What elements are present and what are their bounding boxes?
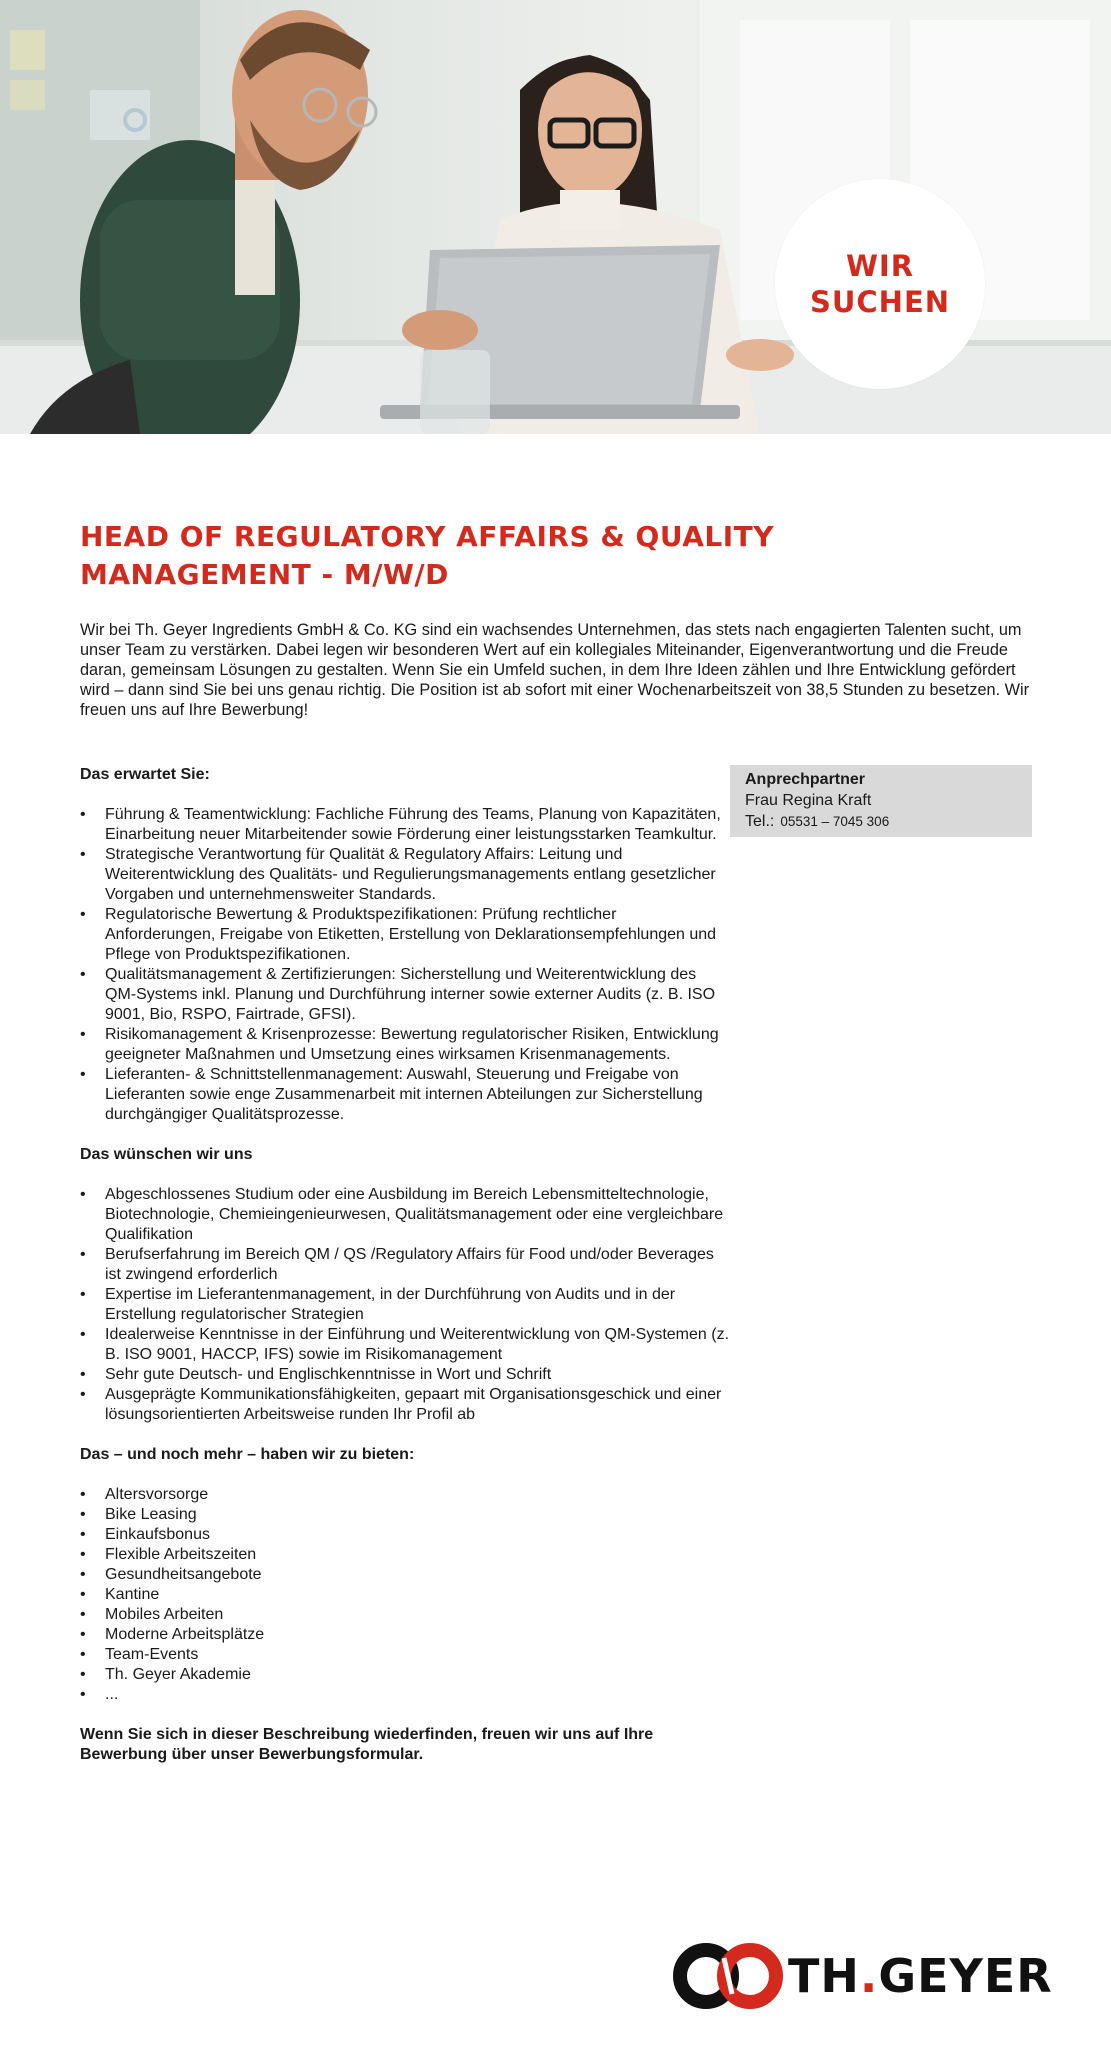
hero-photo [0, 0, 1111, 434]
list-item: • Führung & Teamentwicklung: Fachliche Führung des Teams, Planung von Kapazitäten, Einarbeitung neuer Mitarbeitender sowie Förderung einer leistungsstarken Teamkultur. [80, 805, 730, 845]
list-item: • Sehr gute Deutsch- und Englischkenntnisse in Wort und Schrift [80, 1365, 730, 1385]
contact-name: Frau Regina Kraft [745, 792, 872, 809]
logo-wordmark [788, 1948, 1053, 2004]
logo-text-th: TH [788, 1949, 860, 2003]
list-item: • Expertise im Lieferantenmanagement, in der Durchführung von Audits und in der Erstellung regulatorischer Strategien [80, 1285, 730, 1325]
th-geyer-logo [668, 1940, 1053, 2012]
list-item: • Strategische Verantwortung für Qualität & Regulatory Affairs: Leitung und Weiterentwicklung des Qualitäts- und Regulierungsmanagements entlang gesetzlicher Vorgaben und unternehmensweiter Standards. [80, 845, 730, 905]
list-item: • Abgeschlossenes Studium oder eine Ausbildung im Bereich Lebensmitteltechnologie, Biotechnologie, Chemieingenieurwesen, Qualitätsmanagement oder eine vergleichbare Qualifikation [80, 1185, 730, 1245]
contact-phone[interactable]: 05531 – 7045 306 [780, 814, 890, 829]
list-item: • Gesundheitsangebote [80, 1565, 730, 1585]
tasks-list [80, 805, 730, 1125]
section-heading-requirements: Das wünschen wir uns [80, 1146, 253, 1163]
benefits-list [80, 1485, 730, 1705]
list-item: • Team-Events [80, 1645, 730, 1665]
job-details [80, 765, 730, 1765]
contact-phone-label: Tel.: [745, 813, 775, 830]
list-item: • Mobiles Arbeiten [80, 1605, 730, 1625]
contact-box [730, 765, 1032, 837]
contact-phone-row [745, 811, 1017, 832]
list-item: • Flexible Arbeitszeiten [80, 1545, 730, 1565]
list-item: • Kantine [80, 1585, 730, 1605]
wir-suchen-badge [775, 179, 985, 389]
list-item: • Qualitätsmanagement & Zertifizierungen: Sicherstellung und Weiterentwicklung des QM-Systems inkl. Planung und Durchführung interner sowie externer Audits (z. B. ISO 9001, Bio, RSPO, Fairtrade, GFSI). [80, 965, 730, 1025]
list-item: • Idealerweise Kenntnisse in der Einführung und Weiterentwicklung von QM-Systemen (z. B. ISO 9001, HACCP, IFS) sowie im Risikomanagement [80, 1325, 730, 1365]
list-item: • Bike Leasing [80, 1505, 730, 1525]
badge-text: WIR SUCHEN [809, 249, 951, 319]
list-item: • Regulatorische Bewertung & Produktspezifikationen: Prüfung rechtlicher Anforderungen, Freigabe von Etiketten, Erstellung von Deklarationsempfehlungen und Pflege von Produktspezifikationen. [80, 905, 730, 965]
list-item: • Th. Geyer Akademie [80, 1665, 730, 1685]
requirements-list [80, 1185, 730, 1425]
list-item: • ... [80, 1685, 730, 1705]
logo-dot: . [859, 1949, 879, 2003]
list-item: • Einkaufsbonus [80, 1525, 730, 1545]
list-item: • Altersvorsorge [80, 1485, 730, 1505]
intro-paragraph: Wir bei Th. Geyer Ingredients GmbH & Co. KG sind ein wachsendes Unternehmen, das stets nach engagierten Talenten sucht, um unser Team zu verstärken. Dabei legen wir besonderen Wert auf ein kollegiales Miteinander, Eigenverantwortung und die Freude daran, gemeinsam Lösungen zu gestalten. Wenn Sie ein Umfeld suchen, in dem Ihre Ideen zählen und Ihre Entwicklung gefördert wird – dann sind Sie bei uns genau richtig. Die Position ist ab sofort mit einer Wochenarbeitszeit von 38,5 Stunden zu besetzen. Wir freuen uns auf Ihre Bewerbung! [80, 621, 1030, 719]
list-item: • Ausgeprägte Kommunikationsfähigkeiten, gepaart mit Organisationsgeschick und einer lösungsorientierten Arbeitsweise runden Ihr Profil ab [80, 1385, 730, 1425]
list-item: • Berufserfahrung im Bereich QM / QS /Regulatory Affairs für Food und/oder Beverages ist zwingend erforderlich [80, 1245, 730, 1285]
logo-text-geyer: GEYER [878, 1949, 1053, 2003]
list-item: • Risikomanagement & Krisenprozesse: Bewertung regulatorischer Risiken, Entwicklung geeigneter Maßnahmen und Umsetzung eines wirksamen Krisenmanagements. [80, 1025, 730, 1065]
closing-text: Wenn Sie sich in dieser Beschreibung wiederfinden, freuen wir uns auf Ihre Bewerbung über unser Bewerbungsformular. [80, 1726, 654, 1763]
list-item: • Moderne Arbeitsplätze [80, 1625, 730, 1645]
section-heading-benefits: Das – und noch mehr – haben wir zu bieten: [80, 1446, 415, 1463]
list-item: • Lieferanten- & Schnittstellenmanagement: Auswahl, Steuerung und Freigabe von Lieferanten sowie enge Zusammenarbeit mit internen Abteilungen zur Sicherstellung durchgängiger Qualitätsprozesse. [80, 1065, 730, 1125]
section-heading-tasks: Das erwartet Sie: [80, 766, 210, 783]
logo-mark-icon [668, 1940, 788, 2012]
contact-heading: Anprechpartner [745, 771, 866, 788]
job-title: HEAD OF REGULATORY AFFAIRS & QUALITY MANAGEMENT - M/W/D [80, 520, 775, 591]
